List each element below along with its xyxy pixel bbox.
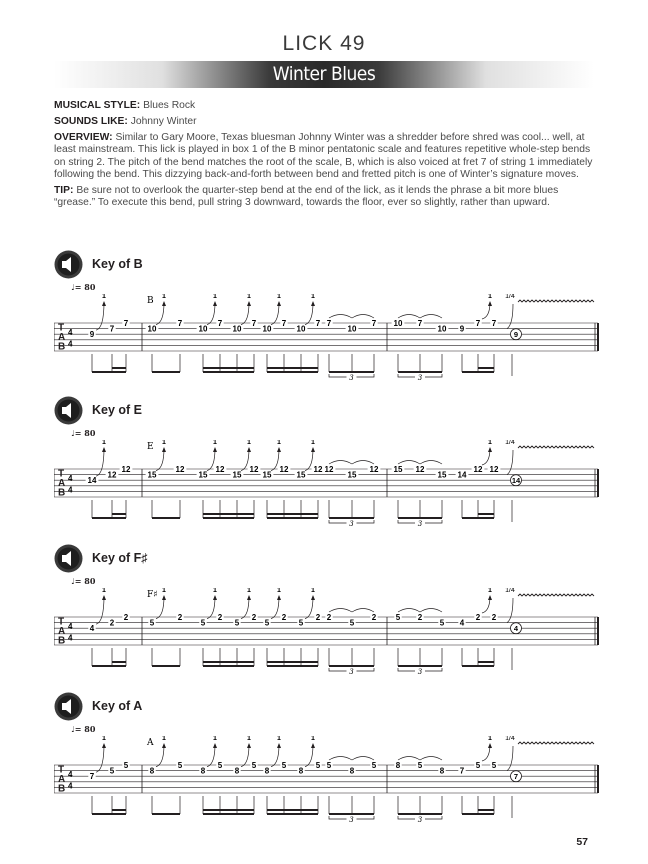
bend-curve (507, 746, 513, 771)
bend-amount: 1 (277, 440, 281, 446)
bend-amount: 1/4 (505, 736, 515, 742)
fret-number: 5 (298, 618, 304, 628)
overview-paragraph (54, 132, 594, 182)
bend-amount: 1 (162, 294, 166, 300)
bend-arrowhead (311, 301, 315, 306)
fret-number: 10 (232, 324, 242, 334)
bend-amount: 1 (162, 736, 166, 742)
fret-number: 7 (177, 319, 183, 328)
triplet-number: 3 (349, 374, 354, 382)
fret-number: 5 (177, 761, 183, 770)
bend-arrowhead (277, 447, 281, 452)
bend-amount: 1 (213, 294, 217, 300)
tip-paragraph (54, 185, 594, 210)
slur-arc (352, 315, 374, 319)
tab-clef-letter: A (58, 478, 66, 490)
slur-arc (420, 315, 442, 319)
bend-amount: 1 (488, 736, 492, 742)
bend-arrowhead (311, 595, 315, 600)
vibrato-line (518, 742, 594, 744)
fret-number: 10 (147, 324, 157, 334)
bend-amount: 1 (162, 588, 166, 594)
slur-arc (329, 757, 352, 761)
fret-number: 12 (415, 465, 425, 474)
fret-number: 5 (234, 618, 240, 628)
tab-clef-letter: A (58, 626, 66, 638)
bend-amount: 1 (277, 294, 281, 300)
fret-number: 5 (281, 761, 287, 770)
key-label: Key of E (92, 403, 143, 417)
bend-amount: 1 (277, 588, 281, 594)
fret-number: 2 (217, 613, 223, 622)
bend-arrowhead (247, 743, 251, 748)
fret-number: 9 (89, 330, 95, 340)
fret-number: 5 (491, 761, 497, 770)
bend-amount: 1 (102, 294, 106, 300)
triplet-number: 3 (417, 816, 423, 824)
slur-arc (329, 461, 352, 465)
chord-symbol: E (147, 442, 154, 452)
bend-amount: 1 (311, 588, 315, 594)
slur-arc (420, 461, 442, 465)
fret-number: 12 (107, 470, 117, 480)
bend-curve (96, 596, 104, 624)
fret-number: 8 (149, 766, 155, 776)
fret-number: 10 (198, 324, 208, 334)
fret-number: 12 (489, 465, 499, 474)
slur-arc (352, 609, 374, 613)
fret-number: 5 (264, 618, 270, 628)
fret-number: 2 (281, 613, 287, 622)
fret-number: 10 (296, 324, 306, 334)
bend-arrowhead (311, 447, 315, 452)
fret-number: 2 (475, 613, 481, 622)
fret-number: 14 (511, 476, 521, 486)
bend-curve (96, 448, 104, 476)
audio-speaker-icon[interactable] (54, 692, 83, 721)
fret-number: 10 (393, 319, 403, 328)
fret-number: 7 (315, 319, 321, 328)
time-signature-top: 4 (68, 622, 73, 632)
fret-number: 7 (417, 319, 423, 328)
fret-number: 5 (217, 761, 223, 770)
tip-text: Be sure not to overlook the quarter-step bend at the end of the lick, as it lends the phrase a bit more blues “grease.” To execute this bend, pull string 3 downward, towards the floor, ever so slightly, rather than upward. (54, 184, 559, 209)
fret-number: 8 (395, 761, 401, 770)
slur-arc (398, 315, 420, 319)
slur-arc (329, 315, 352, 319)
bend-amount: 1 (213, 440, 217, 446)
bend-amount: 1 (488, 588, 492, 594)
sounds-like-value: Johnny Winter (130, 115, 197, 127)
time-signature-bottom: 4 (68, 633, 73, 643)
tab-staff (54, 440, 600, 540)
fret-number: 5 (371, 761, 377, 770)
fret-number: 2 (326, 613, 332, 622)
tempo-marking: ♩= 80 (71, 282, 96, 292)
fret-number: 8 (234, 766, 240, 776)
bend-curve (507, 304, 513, 329)
slur-arc (352, 461, 374, 465)
sounds-like-label: SOUNDS LIKE: (54, 115, 128, 127)
bend-arrowhead (213, 447, 217, 452)
fret-number: 10 (262, 324, 272, 334)
fret-number: 12 (369, 465, 379, 474)
audio-speaker-icon[interactable] (54, 250, 83, 279)
bend-amount: 1/4 (505, 294, 515, 300)
bend-amount: 1 (102, 440, 106, 446)
fret-number: 12 (324, 465, 334, 474)
bend-curve (507, 450, 513, 475)
fret-number: 2 (315, 613, 321, 622)
page-number: 57 (576, 836, 588, 848)
tab-clef-letter: T (58, 764, 65, 776)
bend-arrowhead (488, 595, 492, 600)
fret-number: 5 (417, 761, 423, 770)
fret-number: 7 (123, 319, 129, 328)
time-signature-top: 4 (68, 770, 73, 780)
fret-number: 15 (347, 470, 357, 480)
tab-staff (54, 588, 600, 688)
triplet-number: 3 (349, 816, 354, 824)
chord-symbol: B (147, 296, 154, 306)
fret-number: 12 (473, 465, 483, 474)
chord-symbol: F♯ (147, 590, 158, 600)
fret-number: 12 (279, 465, 289, 474)
tip-label: TIP: (54, 184, 74, 196)
fret-number: 8 (264, 766, 270, 776)
tab-clef-letter: B (58, 635, 66, 647)
triplet-number: 3 (417, 520, 423, 528)
bend-curve (96, 302, 104, 330)
bend-arrowhead (277, 301, 281, 306)
bend-arrowhead (102, 595, 106, 600)
tab-staff (54, 294, 600, 394)
triplet-number: 3 (349, 520, 354, 528)
fret-number: 8 (439, 766, 445, 776)
slur-arc (398, 461, 420, 465)
tab-staff (54, 736, 600, 836)
slur-arc (420, 609, 442, 613)
banner-title: Winter Blues (272, 63, 376, 85)
fret-number: 15 (393, 465, 403, 474)
bend-amount: 1 (162, 440, 166, 446)
bend-amount: 1/4 (505, 440, 515, 446)
fret-number: 7 (217, 319, 223, 328)
fret-number: 2 (417, 613, 423, 622)
time-signature-top: 4 (68, 328, 73, 338)
fret-number: 12 (121, 465, 131, 474)
fret-number: 14 (87, 476, 97, 486)
fret-number: 7 (491, 319, 497, 328)
fret-number: 2 (177, 613, 183, 622)
fret-number: 5 (349, 618, 355, 628)
fret-number: 5 (123, 761, 129, 770)
lick-info (54, 100, 594, 213)
slur-arc (398, 757, 420, 761)
bend-amount: 1 (247, 440, 251, 446)
time-signature-bottom: 4 (68, 339, 73, 349)
bend-arrowhead (102, 447, 106, 452)
vibrato-line (518, 300, 594, 302)
fret-number: 5 (251, 761, 257, 770)
fret-number: 4 (459, 618, 465, 628)
fret-number: 7 (281, 319, 287, 328)
vibrato-line (518, 446, 594, 448)
musical-style-line (54, 100, 594, 112)
bend-amount: 1 (488, 440, 492, 446)
triplet-number: 3 (417, 668, 423, 676)
fret-number: 4 (89, 624, 95, 634)
key-section-e (54, 396, 600, 541)
fret-number: 15 (198, 470, 208, 480)
bend-arrowhead (311, 743, 315, 748)
bend-curve (507, 598, 513, 623)
key-section-a (54, 692, 600, 837)
bend-amount: 1 (488, 294, 492, 300)
tempo-marking: ♩= 80 (71, 428, 96, 438)
fret-number: 5 (149, 618, 155, 628)
bend-arrowhead (247, 595, 251, 600)
fret-number: 2 (109, 618, 115, 628)
fret-number: 8 (349, 766, 355, 776)
fret-number: 15 (262, 470, 272, 480)
fret-number: 15 (296, 470, 306, 480)
title-banner (54, 61, 594, 88)
fret-number: 7 (89, 772, 95, 782)
fret-number: 12 (215, 465, 225, 474)
fret-number: 12 (249, 465, 259, 474)
tab-clef-letter: B (58, 783, 66, 795)
musical-style-label: MUSICAL STYLE: (54, 100, 141, 111)
bend-arrowhead (102, 301, 106, 306)
bend-arrowhead (213, 743, 217, 748)
tab-clef-letter: T (58, 322, 65, 334)
fret-number: 7 (326, 319, 332, 328)
triplet-number: 3 (417, 374, 423, 382)
bend-arrowhead (247, 447, 251, 452)
fret-number: 5 (109, 766, 115, 776)
fret-number: 2 (123, 613, 129, 622)
tab-clef-letter: A (58, 774, 66, 786)
fret-number: 2 (371, 613, 377, 622)
fret-number: 5 (315, 761, 321, 770)
fret-number: 10 (347, 324, 357, 334)
fret-number: 7 (251, 319, 257, 328)
bend-amount: 1 (247, 294, 251, 300)
tab-clef-letter: B (58, 341, 66, 353)
fret-number: 8 (200, 766, 206, 776)
musical-style-value: Blues Rock (143, 100, 196, 111)
overview-text: Similar to Gary Moore, Texas bluesman Johnny Winter was a shredder before shred was cool... well, at least mainstream. This lick is played in box 1 of the B minor pentatonic scale and features repetitive whole-step bends on string 2. The pitch of the bend matches the root of the scale, B, which is also voiced at fret 7 of string 1 immediately following the bend. This dizzying back-and-forth between bend and fretted pitch is one of Winter’s signature moves. (54, 131, 593, 181)
bend-amount: 1 (213, 736, 217, 742)
bend-arrowhead (277, 743, 281, 748)
bend-arrowhead (277, 595, 281, 600)
bend-amount: 1 (102, 588, 106, 594)
fret-number: 4 (513, 624, 519, 634)
fret-number: 15 (232, 470, 242, 480)
bend-amount: 1 (311, 440, 315, 446)
bend-amount: 1 (311, 736, 315, 742)
slur-arc (398, 609, 420, 613)
fret-number: 15 (437, 470, 447, 480)
bend-amount: 1 (213, 588, 217, 594)
fret-number: 10 (437, 324, 447, 334)
fret-number: 7 (475, 319, 481, 328)
tab-clef-letter: B (58, 487, 66, 499)
overview-label: OVERVIEW: (54, 131, 113, 143)
fret-number: 5 (395, 613, 401, 622)
bend-arrowhead (488, 743, 492, 748)
vibrato-line (518, 594, 594, 596)
fret-number: 2 (491, 613, 497, 622)
fret-number: 8 (298, 766, 304, 776)
bend-amount: 1 (311, 294, 315, 300)
audio-speaker-icon[interactable] (54, 396, 83, 425)
tab-clef-letter: T (58, 616, 65, 628)
triplet-number: 3 (349, 668, 354, 676)
fret-number: 14 (457, 470, 467, 480)
fret-number: 12 (175, 465, 185, 474)
chord-symbol: A (147, 738, 154, 748)
tempo-marking: ♩= 80 (71, 576, 96, 586)
fret-number: 5 (326, 761, 332, 770)
tempo-marking: ♩= 80 (71, 724, 96, 734)
slur-arc (420, 757, 442, 761)
time-signature-bottom: 4 (68, 485, 73, 495)
key-section-f-sharp (54, 544, 600, 689)
fret-number: 7 (109, 324, 115, 334)
key-section-b (54, 250, 600, 395)
lick-title: LICK 49 (282, 32, 366, 55)
bend-arrowhead (213, 301, 217, 306)
tab-clef-letter: A (58, 332, 66, 344)
fret-number: 2 (251, 613, 257, 622)
time-signature-top: 4 (68, 474, 73, 484)
fret-number: 5 (200, 618, 206, 628)
fret-number: 12 (313, 465, 323, 474)
bend-arrowhead (213, 595, 217, 600)
bend-arrowhead (488, 447, 492, 452)
audio-speaker-icon[interactable] (54, 544, 83, 573)
key-label: Key of B (92, 257, 143, 271)
fret-number: 7 (513, 772, 519, 782)
bend-arrowhead (102, 743, 106, 748)
key-label: Key of A (92, 699, 143, 713)
fret-number: 15 (147, 470, 157, 480)
fret-number: 9 (513, 330, 519, 340)
slur-arc (329, 609, 352, 613)
bend-amount: 1 (277, 736, 281, 742)
slur-arc (352, 757, 374, 761)
bend-arrowhead (162, 447, 166, 452)
bend-curve (96, 744, 104, 772)
fret-number: 5 (439, 618, 445, 628)
fret-number: 9 (459, 324, 465, 334)
bend-arrowhead (162, 743, 166, 748)
sounds-like-line (54, 116, 594, 128)
time-signature-bottom: 4 (68, 781, 73, 791)
tab-clef-letter: T (58, 468, 65, 480)
bend-arrowhead (162, 595, 166, 600)
bend-amount: 1 (247, 588, 251, 594)
bend-amount: 1/4 (505, 588, 515, 594)
bend-amount: 1 (102, 736, 106, 742)
fret-number: 5 (475, 761, 481, 770)
fret-number: 7 (371, 319, 377, 328)
bend-arrowhead (247, 301, 251, 306)
key-label: Key of F♯ (92, 551, 148, 565)
bend-arrowhead (488, 301, 492, 306)
fret-number: 7 (459, 766, 465, 776)
bend-amount: 1 (247, 736, 251, 742)
bend-arrowhead (162, 301, 166, 306)
